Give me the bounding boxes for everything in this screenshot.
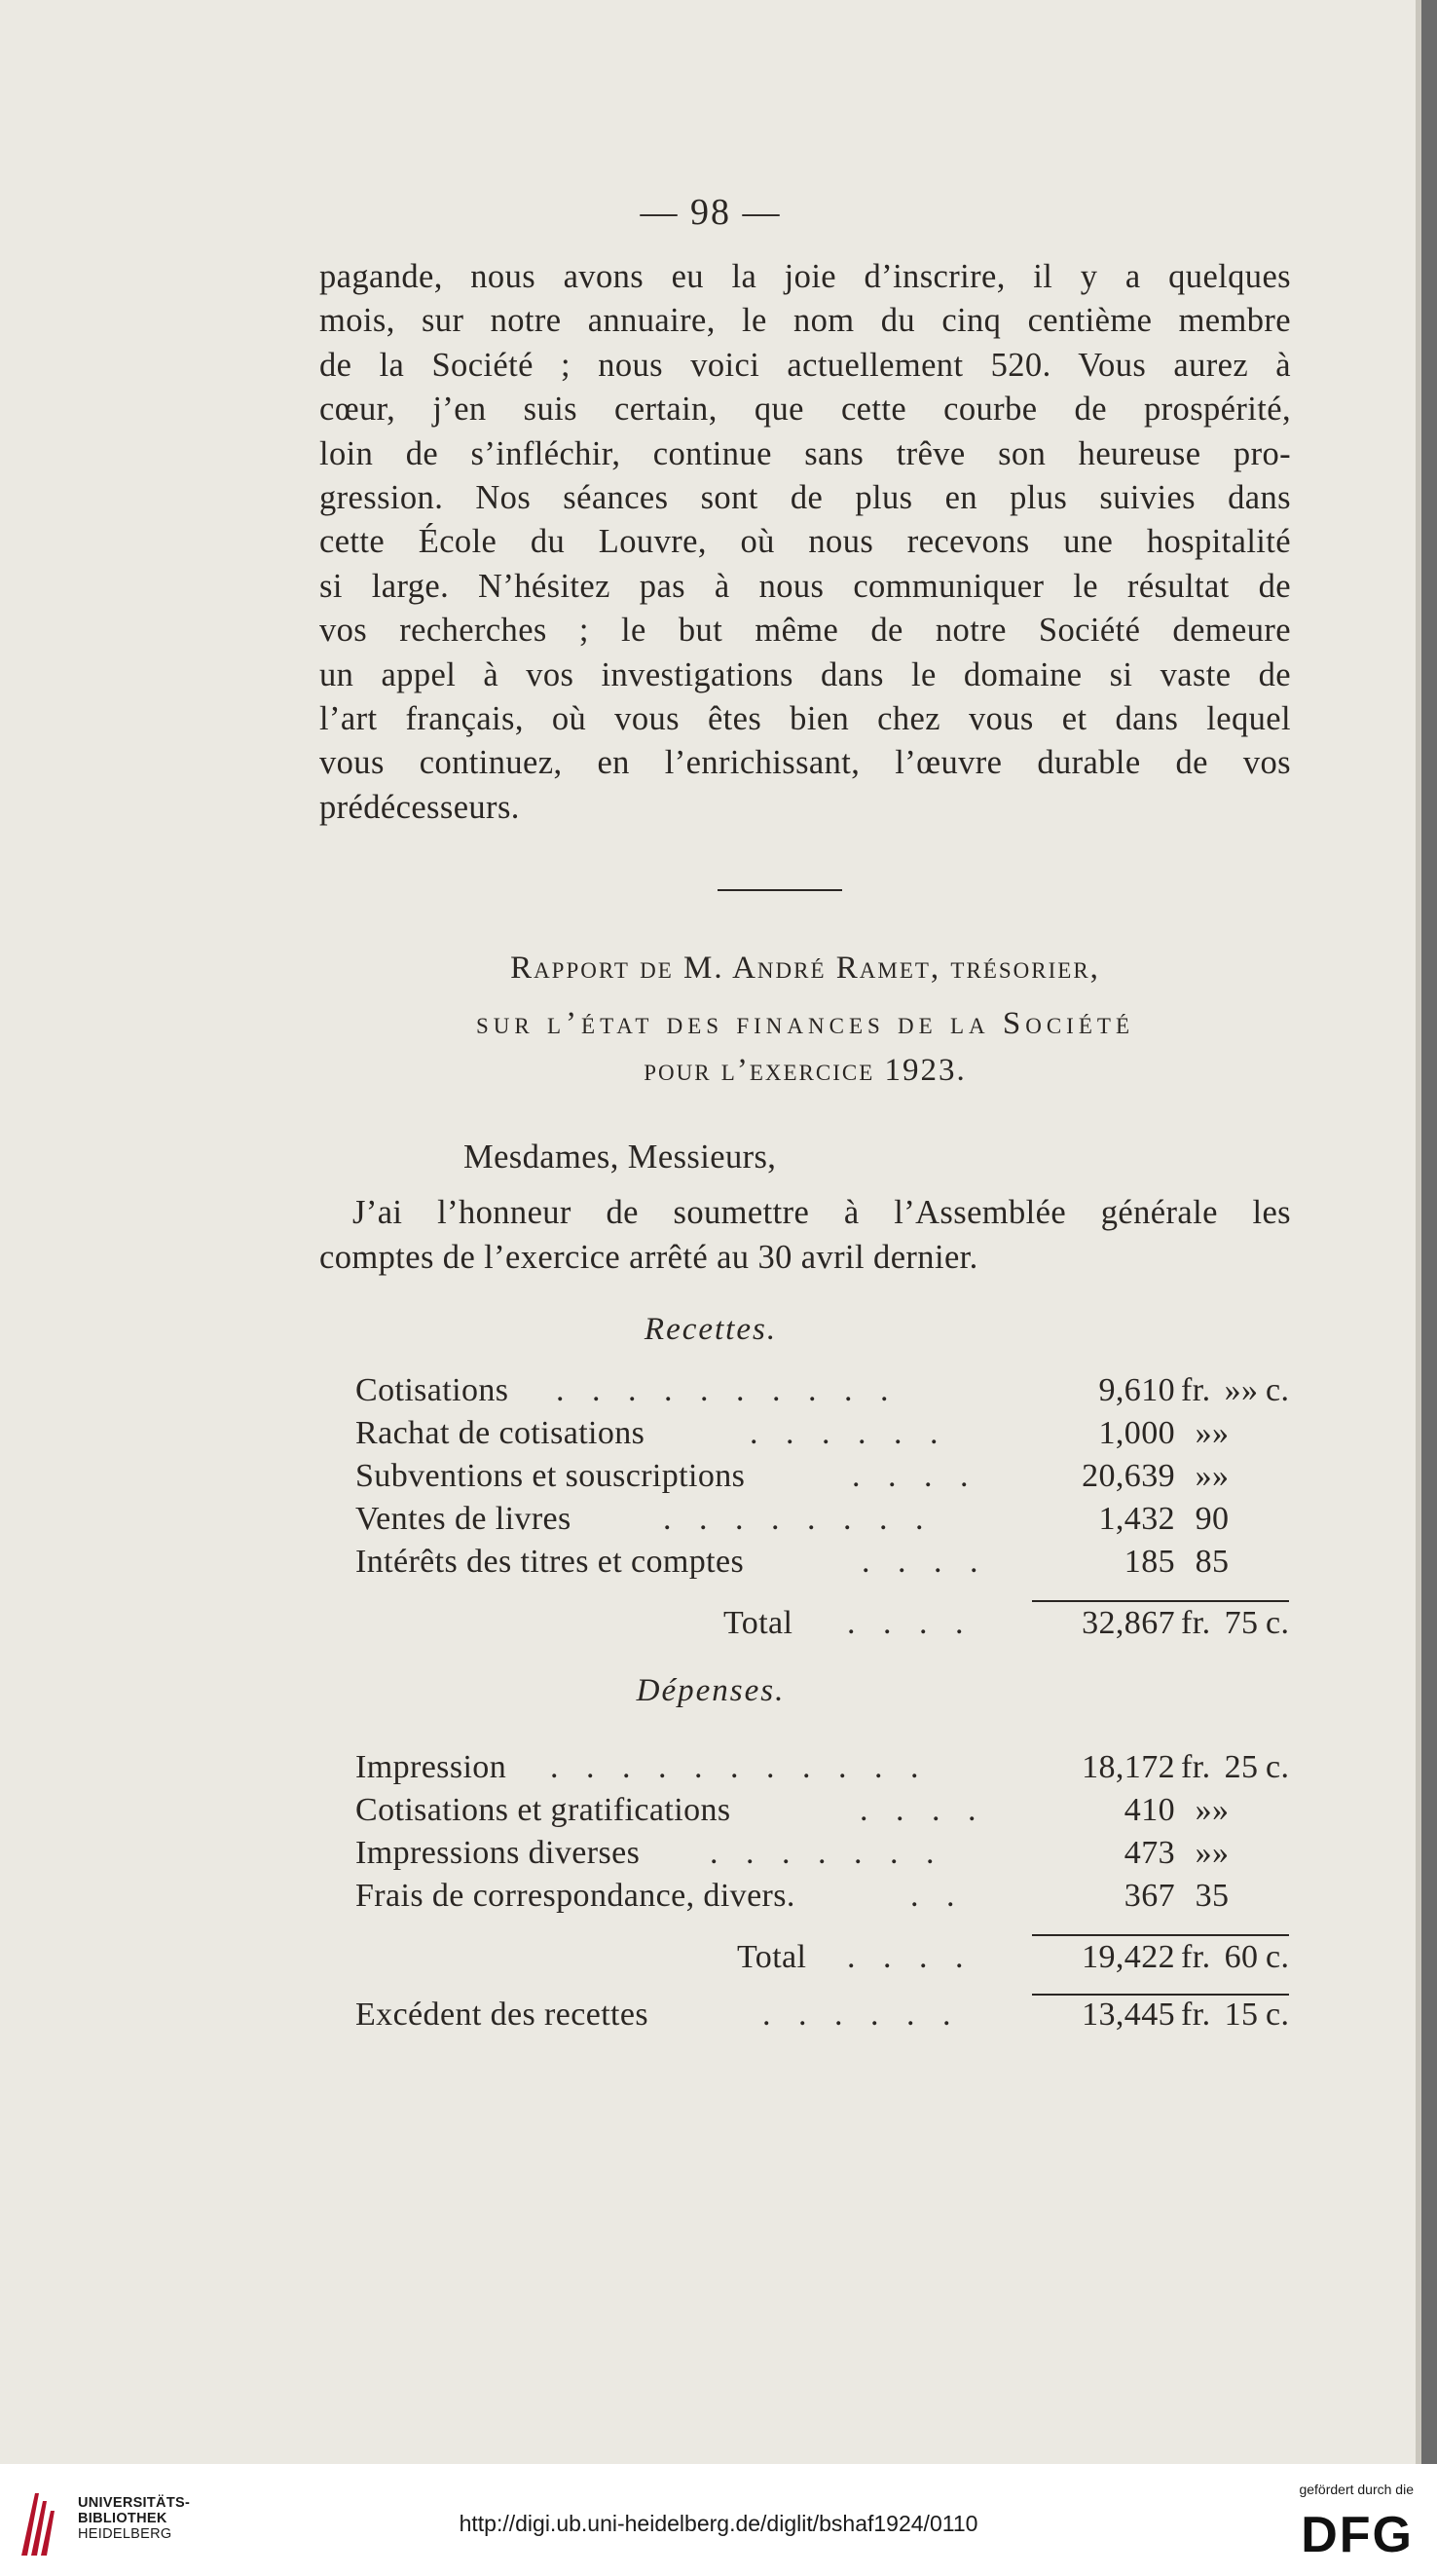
report-heading-line-1: Rapport de M. André Ramet, trésorier, [510, 951, 1100, 986]
row-c: c. [1266, 1939, 1290, 1975]
total-rule [1032, 1600, 1289, 1602]
text-line: l’art français, où vous êtes bien chez vous et dans lequel [319, 700, 1291, 738]
row-amount: 1,000 [1098, 1415, 1175, 1451]
section-divider [718, 889, 842, 891]
text-line: vous continuez, en l’enrichissant, l’œuvre durable de vos [319, 744, 1291, 782]
text-line: un appel à vos investigations dans le domaine si vaste de [319, 655, 1291, 693]
row-amount: 13,445 [1082, 1997, 1175, 2033]
text-line: loin de s’infléchir, continue sans trêve son heureuse pro- [319, 434, 1291, 472]
leader-dots: . . . . [860, 1792, 986, 1828]
library-line: BIBLIOTHEK [78, 2511, 167, 2526]
library-line: UNIVERSITÄTS- [78, 2495, 191, 2511]
leader-dots: . . [910, 1878, 965, 1914]
page-number: — 98 — [640, 192, 782, 233]
row-cents: 60 [1224, 1939, 1259, 1975]
row-cents: 90 [1195, 1501, 1230, 1537]
ledger-row [355, 1458, 1290, 1501]
row-unit: fr. [1181, 1749, 1211, 1785]
leader-dots: . . . . . . . [710, 1835, 944, 1871]
row-cents: »» [1224, 1372, 1259, 1408]
row-cents: »» [1195, 1792, 1230, 1828]
row-label: Cotisations et gratifications [355, 1792, 731, 1828]
depenses-title: Dépenses. [636, 1673, 786, 1708]
ledger-row [355, 1544, 1290, 1587]
row-amount: 20,639 [1082, 1458, 1175, 1494]
leader-dots: . . . . . . . . [663, 1501, 934, 1537]
row-label: Subventions et souscriptions [355, 1458, 746, 1494]
row-amount: 18,172 [1082, 1749, 1175, 1785]
leader-dots: . . . . [862, 1544, 988, 1580]
row-amount: 473 [1124, 1835, 1175, 1871]
row-label: Impression [355, 1749, 507, 1785]
leader-dots: . . . . [847, 1605, 974, 1641]
row-label: Cotisations [355, 1372, 509, 1408]
row-amount: 410 [1124, 1792, 1175, 1828]
leader-dots: . . . . . . [762, 1997, 961, 2033]
body-paragraph [319, 255, 1291, 830]
leader-dots: . . . . . . . . . . . [550, 1749, 929, 1785]
row-c: c. [1266, 1605, 1290, 1641]
digitization-footer [0, 2464, 1437, 2576]
row-amount: 185 [1124, 1544, 1175, 1580]
total-row [355, 1605, 1290, 1648]
ledger-row [355, 1749, 1290, 1792]
row-amount: 1,432 [1098, 1501, 1175, 1537]
text-line: vos recherches ; le but même de notre Société demeure [319, 612, 1291, 650]
total-row [355, 1939, 1290, 1982]
row-cents: »» [1195, 1415, 1230, 1451]
dfg-logo: DFG [1301, 2507, 1414, 2563]
text-line: mois, sur notre annuaire, le nom du cinq centième membre [319, 302, 1291, 340]
row-cents: 75 [1224, 1605, 1259, 1641]
row-cents: 25 [1224, 1749, 1259, 1785]
leader-dots: . . . . . . [750, 1415, 948, 1451]
row-cents: »» [1195, 1835, 1230, 1871]
leader-dots: . . . . [852, 1458, 978, 1494]
row-unit: fr. [1181, 1372, 1211, 1408]
text-line: J’ai l’honneur de soumettre à l’Assemblée générale les [352, 1194, 1291, 1231]
text-line: de la Société ; nous voici actuellement 520. Vous aurez à [319, 346, 1291, 384]
ledger-row [355, 1792, 1290, 1835]
text-line: pagande, nous avons eu la joie d’inscrire, il y a quelques [319, 258, 1291, 295]
row-unit: fr. [1181, 1939, 1211, 1975]
row-label: Ventes de livres [355, 1501, 571, 1537]
row-unit: fr. [1181, 1605, 1211, 1641]
text-line: si large. N’hésitez pas à nous communiquer le résultat de [319, 567, 1291, 605]
leader-dots: . . . . . . . . . . [556, 1372, 899, 1408]
row-cents: 35 [1195, 1878, 1230, 1914]
ledger-row [355, 1372, 1290, 1415]
salutation: Mesdames, Messieurs, [463, 1139, 777, 1176]
row-c: c. [1266, 1749, 1290, 1785]
row-cents: 85 [1195, 1544, 1230, 1580]
row-label: Frais de correspondance, divers. [355, 1878, 795, 1914]
ledger-row [355, 1415, 1290, 1458]
row-amount: 19,422 [1082, 1939, 1175, 1975]
row-c: c. [1266, 1997, 1290, 2033]
permalink-url[interactable]: http://digi.ub.uni-heidelberg.de/diglit/bshaf1924/0110 [459, 2511, 978, 2536]
text-line: cœur, j’en suis certain, que cette courbe de prospérité, [319, 391, 1291, 429]
text-line: cette École du Louvre, où nous recevons une hospitalité [319, 523, 1291, 561]
row-amount: 9,610 [1098, 1372, 1175, 1408]
ledger-row [355, 1501, 1290, 1544]
report-heading-line-2: sur l’état des finances de la Société [476, 1006, 1134, 1041]
row-label: Rachat de cotisations [355, 1415, 645, 1451]
row-label: Total [737, 1939, 807, 1975]
row-amount: 367 [1124, 1878, 1175, 1914]
row-cents: »» [1195, 1458, 1230, 1494]
leader-dots: . . . . [847, 1939, 974, 1975]
text-line: gression. Nos séances sont de plus en plus suivies dans [319, 479, 1291, 517]
library-line: HEIDELBERG [78, 2526, 172, 2542]
row-label: Intérêts des titres et comptes [355, 1544, 745, 1580]
text-line: prédécesseurs. [319, 788, 520, 826]
intro-paragraph [319, 1190, 1291, 1280]
excedent-row [355, 1997, 1290, 2039]
row-label: Excédent des recettes [355, 1997, 649, 2033]
ledger-row [355, 1878, 1290, 1921]
row-cents: 15 [1224, 1997, 1259, 2033]
row-amount: 32,867 [1082, 1605, 1175, 1641]
ledger-row [355, 1835, 1290, 1878]
total-rule [1032, 1934, 1289, 1936]
funding-caption: gefördert durch die [1299, 2482, 1414, 2497]
text-line: comptes de l’exercice arrêté au 30 avril dernier. [319, 1239, 978, 1276]
total-rule [1032, 1994, 1289, 1996]
row-label: Impressions diverses [355, 1835, 641, 1871]
row-c: c. [1266, 1372, 1290, 1408]
row-label: Total [723, 1605, 793, 1641]
report-heading-line-3: pour l’exercice 1923. [644, 1053, 967, 1088]
recettes-title: Recettes. [644, 1312, 778, 1347]
row-unit: fr. [1181, 1997, 1211, 2033]
